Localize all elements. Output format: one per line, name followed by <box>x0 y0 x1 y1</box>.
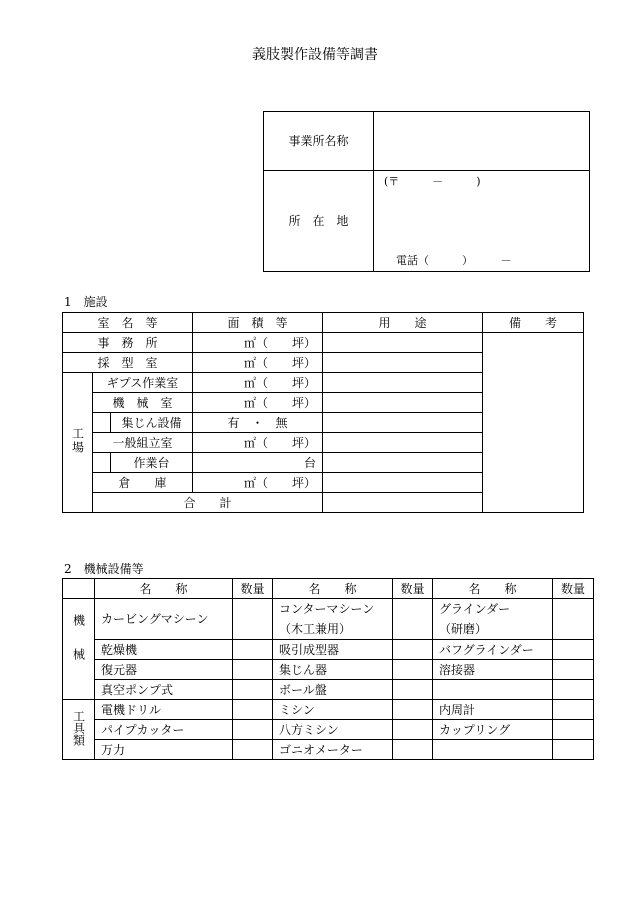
machine-item: コンターマシーン （木工兼用） <box>273 599 393 640</box>
qty-cell[interactable] <box>233 660 273 680</box>
tool-item: 万力 <box>95 740 233 760</box>
machine-item: 集じん器 <box>273 660 393 680</box>
header-use: 用 途 <box>323 313 483 333</box>
header-name-1: 名 称 <box>95 579 233 599</box>
use-cell[interactable] <box>323 333 483 353</box>
qty-cell[interactable] <box>553 740 594 760</box>
qty-cell[interactable] <box>393 680 433 700</box>
tool-item: 電機ドリル <box>95 700 233 720</box>
qty-cell[interactable] <box>553 599 594 640</box>
machine-item: バフグラインダー <box>433 640 553 660</box>
tool-item: 内周計 <box>433 700 553 720</box>
area-total[interactable] <box>323 493 483 513</box>
use-cell[interactable] <box>323 433 483 453</box>
qty-cell[interactable] <box>233 740 273 760</box>
tool-item: カップリング <box>433 720 553 740</box>
area-machine: ㎡（ 坪） <box>193 393 323 413</box>
tool-label: 工具類 <box>63 700 95 760</box>
tool-item[interactable] <box>433 740 553 760</box>
section2-heading: 2 機械設備等 <box>64 562 144 576</box>
qty-cell[interactable] <box>393 640 433 660</box>
indent-spacer <box>93 453 111 473</box>
machine-item[interactable] <box>433 680 553 700</box>
qty-cell[interactable] <box>393 599 433 640</box>
section1-heading: 1 施設 <box>64 295 108 309</box>
room-machine: 機 械 室 <box>93 393 193 413</box>
area-assembly: ㎡（ 坪） <box>193 433 323 453</box>
use-cell[interactable] <box>323 473 483 493</box>
area-office: ㎡（ 坪） <box>193 333 323 353</box>
tool-item: ゴニオメーター <box>273 740 393 760</box>
postal-code: (〒 － ) <box>384 175 481 188</box>
machine-item: ボール盤 <box>273 680 393 700</box>
use-cell[interactable] <box>323 373 483 393</box>
phone-number: 電話（ ） － <box>396 254 512 267</box>
use-cell[interactable] <box>323 393 483 413</box>
area-gypsum: ㎡（ 坪） <box>193 373 323 393</box>
header-qty-2: 数量 <box>393 579 433 599</box>
qty-cell[interactable] <box>553 700 594 720</box>
machine-item: 真空ポンプ式 <box>95 680 233 700</box>
header-name-3: 名 称 <box>433 579 553 599</box>
machine-item: 吸引成型器 <box>273 640 393 660</box>
tool-item: パイプカッター <box>95 720 233 740</box>
qty-cell[interactable] <box>393 700 433 720</box>
use-cell[interactable] <box>323 353 483 373</box>
header-room: 室 名 等 <box>63 313 193 333</box>
factory-label: 工場 <box>63 373 93 513</box>
qty-cell[interactable] <box>233 720 273 740</box>
header-name-2: 名 称 <box>273 579 393 599</box>
room-assembly: 一般組立室 <box>93 433 193 453</box>
tool-item: ミシン <box>273 700 393 720</box>
office-name-field[interactable] <box>374 112 590 171</box>
qty-cell[interactable] <box>233 599 273 640</box>
equipment-table <box>62 578 594 760</box>
qty-cell[interactable] <box>553 640 594 660</box>
header-notes: 備 考 <box>483 313 584 333</box>
room-casting: 採 型 室 <box>63 353 193 373</box>
notes-cell[interactable] <box>483 333 584 513</box>
qty-cell[interactable] <box>553 720 594 740</box>
machine-item: グラインダー （研磨） <box>433 599 553 640</box>
office-name-label: 事業所名称 <box>264 112 374 171</box>
qty-cell[interactable] <box>393 720 433 740</box>
header-area: 面 積 等 <box>193 313 323 333</box>
use-cell[interactable] <box>323 453 483 473</box>
room-office: 事 務 所 <box>63 333 193 353</box>
area-dust[interactable]: 有 ・ 無 <box>193 413 323 433</box>
qty-cell[interactable] <box>233 700 273 720</box>
room-dust: 集じん設備 <box>111 413 193 433</box>
header-qty-3: 数量 <box>553 579 594 599</box>
machine-item: 溶接器 <box>433 660 553 680</box>
tool-item: 八方ミシン <box>273 720 393 740</box>
room-total: 合 計 <box>93 493 323 513</box>
page-title: 義肢製作設備等調書 <box>252 47 378 63</box>
machine-item: 乾燥機 <box>95 640 233 660</box>
machine-item: カービングマシーン <box>95 599 233 640</box>
area-storage: ㎡（ 坪） <box>193 473 323 493</box>
indent-spacer <box>93 413 111 433</box>
qty-cell[interactable] <box>553 680 594 700</box>
machine-item: 復元器 <box>95 660 233 680</box>
qty-cell[interactable] <box>233 680 273 700</box>
corner-cell <box>63 579 95 599</box>
room-workbench: 作業台 <box>111 453 193 473</box>
area-casting: ㎡（ 坪） <box>193 353 323 373</box>
room-storage: 倉 庫 <box>93 473 193 493</box>
qty-cell[interactable] <box>233 640 273 660</box>
room-gypsum: ギプス作業室 <box>93 373 193 393</box>
header-qty-1: 数量 <box>233 579 273 599</box>
facility-table <box>62 312 584 513</box>
office-info-table <box>263 111 590 272</box>
machine-label: 機械 <box>63 599 95 700</box>
area-workbench: 台 <box>193 453 323 473</box>
qty-cell[interactable] <box>393 660 433 680</box>
qty-cell[interactable] <box>393 740 433 760</box>
use-cell[interactable] <box>323 413 483 433</box>
location-label: 所 在 地 <box>264 171 374 272</box>
location-field[interactable] <box>374 171 590 272</box>
qty-cell[interactable] <box>553 660 594 680</box>
